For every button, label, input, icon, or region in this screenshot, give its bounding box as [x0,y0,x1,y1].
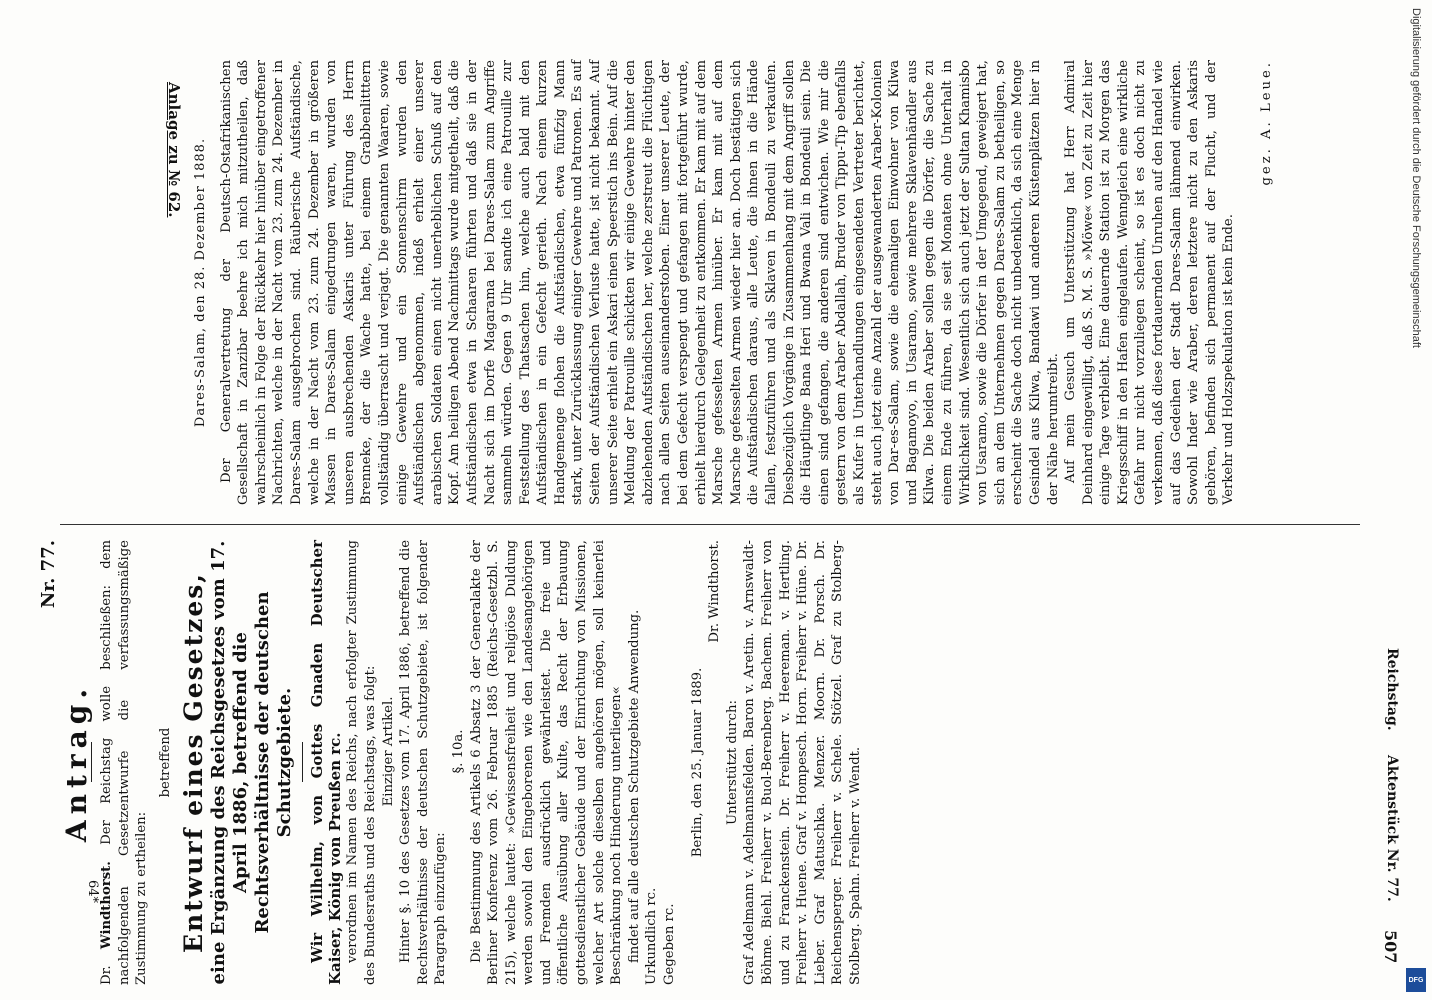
supporters-text: Graf Adelmann v. Adelmannsfelden. Baron v. Aretin. v. Arnswaldt-Böhme. Biehl. Freiherr v. Buol-Berenberg. Bachem. Freiherr von und zu Franckenstein. Dr. Freiherr v. Heereman. v. Hertling. Freiherr v. Huene. Graf v. Hompesch. Horn. Freiherr v. Hüne. Dr. Lieber. Graf Matuschka. Menzer. Moorn. Dr. Porsch. Dr. Reichensperger. Freiherr v. Schele. Stötzel. Graf zu Stolberg-Stolberg. Spahn. Freiherr v. Wendt. [742,540,863,985]
act-number: Nr. 77. [38,540,59,609]
anlage-heading: Anlage zu № 62. [165,82,183,218]
section-number: §. 10a. [450,729,466,774]
report-paragraph-2: Auf mein Gesuch um Unterstützung hat Herr Admiral Deinhard eingewilligt, daß S. M. S. »Möwe« von Zeit zu Zeit hier einige Tage verbleibt. Eine dauernde Station ist zu Morgen das Kriegsschiff in den Hafen eingelaufen. Wenngleich eine wirkliche Gefahr nur nicht vorzuliegen scheint, so ist es doch nicht zu verkennen, daß diese fortdauernden Unruhen auf den Handel wie auf das Gedeihen der Stadt Dares-Salam lähmend einwirken. Sowohl Inder wie Araber, deren letztere nicht zu den Askaris gehören, befinden sich permanent auf der Flucht, und der Verkehr und Holzspekulation ist kein Ende. [1063,60,1237,505]
gegeben-text: Gegeben rc. [662,903,678,985]
verordnen-text: verordnen im Namen des Reichs, nach erfolgter Zustimmung des Bundesraths und des Reichstags, was folgt: [345,540,378,985]
urkund-text: Urkundlich rc. [644,887,660,985]
findet-text: findet auf alle deutschen Schutzgebiete Anwendung. [626,609,642,963]
signer-name: Dr. Windthorst. [707,540,723,643]
artikel-text: Hinter §. 10 des Gesetzes vom 17. April 1886, betreffend die Rechtsverhältnisse der deutschen Schutzgebiete, ist folgender Paragraph einzufügen: [398,540,449,985]
header-middle-label: Aktenstück Nr. 77. [1384,755,1400,902]
column-divider [60,524,1360,525]
mover-name: Windthorst. [99,861,115,950]
header-left-label: Reichstag. [1384,648,1400,731]
section-text: Die Bestimmung des Artikels 6 Absatz 3 der Generalakte der Berliner Konferenz vom 26. Februar 1885 (Reichs-Gesetzbl. S. 215), welche lautet: »Gewissensfreiheit und religiöse Duldung werden sowohl den Eingeborenen wie den Landesangehörigen und Fremden ausdrücklich gewährleistet. Die freie und öffentliche Ausübung aller Kulte, das Recht der Erbauung gottesdienstlicher Gebäude und der Einrichtung von Missionen, welcher Art solche dieselben angehören mögen, soll keinerlei Beschränkung noch Hinderung unterliegen« [468,540,625,985]
bill-subheading: eine Ergänzung des Reichsgesetzes vom 17. April 1886, betreffend die Rechtsverhältnisse der deutschen Schutzgebiete. [208,540,296,985]
bill-rule [302,743,303,783]
bill-heading: Entwurf eines Gesetzes, [178,571,208,954]
kaiser-line: Wir Wilhelm, von Gottes Gnaden Deutscher Kaiser, König von Preußen rc. [308,540,344,985]
digitization-note: Digitalisierung gefördert durch die Deutsche Forschungsgemeinschaft [1410,8,1422,348]
report-paragraph-1: Der Generalvertretung der Deutsch-Ostafrikanischen Gesellschaft in Zanzibar beehre ich mich mitzutheilen, daß wahrscheinlich in Folge der Rückkehr hier hinüber eingetroffener Nachrichten, welche in der Nacht vom 23. zum 24. Dezember in Dares-Salam ausgebrochen sind. Räuberische Aufständische, welche in der Nacht vom 23. zum 24. Dezember in größeren Massen in Dares-Salam eingedrungen waren, wurden von unseren ausbrechenden Askaris unter Führung des Herrn Brenneke, der die Wache hatte, bei einem Grabbenlitttern vollständig überrascht und verjagt. Die genannten Waaren, sowie einige Gewehre und ein Sonnenschirm wurden den Aufständischen abgenommen, indeß erhielt einer unserer arabischen Soldaten einen nicht unerheblichen Schuß auf den Kopf. Am heiligen Abend Nachmittags wurde mitgetheilt, daß die Aufständischen etwa in Schaaren führten und daß sie in der Nacht sich im Dorfe Magarama bei Dares-Salam zum Angriffe sammeln würden. Gegen 9 Uhr sandte ich eine Patrouille zur Feststellung des Thatsachen hin, welche auch bald mit den Aufständischen in ein Gefecht gerieth. Nach einem kurzen Handgemenge flohen die Aufständischen, etwa fünfzig Mann stark, unter Zurücklassung einiger Gewehre und Patronen. Es auf Seiten der Aufständischen Verluste hatte, ist nicht bekannt. Auf unserer Seite erhielt ein Askari einen Speerstich ins Bein. Auf die Meldung der Patrouille schickten wir einige Gewehre hinter den abziehenden Aufständischen her, welche zerstreut die Flüchtigen nach allen Seiten auseinanderstoben. Einer unserer Leute, der bei dem Gefecht verspengt und gefangen mit fortgeführt wurde, erhielt hierdurch Gelegenheit zu entkommen. Er kam mit auf dem Marsche gefesselten Armen hinüber. Er kam mit auf dem Marsche gefesselten Armen wieder hier an. Doch bestätigen sich die Aufständischen daraus, alle Leute, die ihnen in die Hände fallen, festzuführen und als Sklaven in Bondeuli zu verkaufen. Diesbezüglich Vorgänge in Zusammenhang mit dem Angriff sollen die Häuptlinge Bana Heri und Bwana Vali in Bondeuli sein. Die einen sind gefangen, die anderen sind entwichen. Wie mir die gestern von dem Araber Abdallah, Bruder von Tippu-Tip ebenfalls als Kufer in Unterhandlungen eingesendeten Vertreter berichtet, steht auch jetzt eine Anzahl der ausgewanderten Araber-Kolonien von Dar-es-Salam, sowie die ehemaligen Einwohner von Kilwa und Bagamoyo, in Usaramo, sowie mehrere Sklavenhändler aus Kilwa. Die beiden Araber sollen gegen die Dörfer, die Sache zu einem Ende zu führen, da sie seit Monaten ohne Unterhalt in Wirklichkeit sind. Wesentlich sich auch jetzt der Sultan Khamisbo von Usaramo, sowie die Dörfer in der Umgegend, geweigert hat, sich an dem Unternehmen gegen Dares-Salam zu betheiligen, so erscheint die Sache doch nicht unbedenklich, da sich eine Menge Gesindel aus Kilwa, Bandawi und anderen Küstenplätzen hier in der Nähe herumtreibt. [218,60,1061,505]
einziger-artikel: Einziger Artikel. [380,696,396,807]
act-column [40,540,1360,985]
report-column [188,60,1275,505]
dfg-logo-icon: DFG [1406,968,1426,992]
report-dateline: Dares-Salam, den 28. Dezember 1888. [193,137,208,428]
page-number: 507 [1381,930,1400,964]
mover-prefix: Dr. [99,965,115,985]
motion-intro: Der Reichstag wolle beschließen: dem nachfolgenden Gesetzentwurfe die verfassungsmäßige Zustimmung zu ertheilen: [99,540,150,985]
digitization-strip [1400,0,1432,1000]
place-date: Berlin, den 25. Januar 1889. [689,667,705,858]
act-title: Antrag. [59,682,93,843]
report-signature: gez. A. Leue. [1259,60,1275,186]
sheet-mark: 64* [85,880,100,904]
betreffend-label: betreffend [157,727,173,798]
supporters-list [741,540,864,985]
supported-by-label: Unterstützt durch: [724,700,740,825]
